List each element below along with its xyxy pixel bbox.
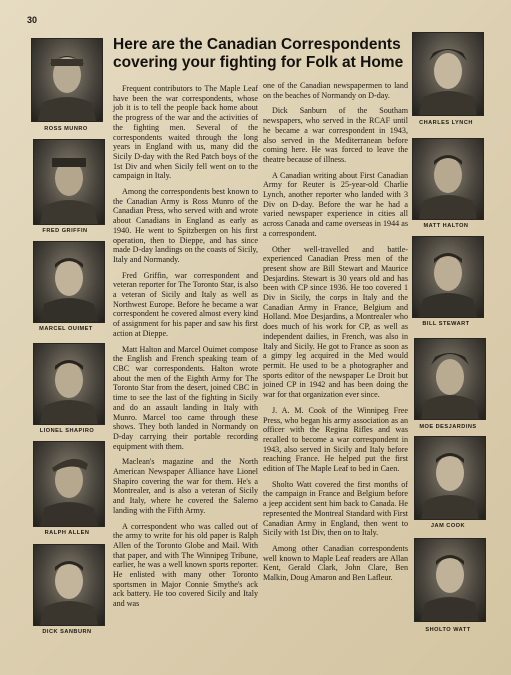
portrait-matt-halton	[412, 138, 484, 220]
caption-moe-desjardins: MOE DESJARDINS	[419, 424, 477, 430]
caption-ross-munro: ROSS MUNRO	[44, 126, 88, 132]
portrait-ralph-allen	[33, 441, 105, 527]
paragraph: Among the correspondents best known to the Canadian Army is Ross Munro of the Canadian Press, who served with and wrote about Canadians in England as early as 1940. He went to Spitzbergen on his first operation, then to Dieppe, and has since made D-day landings on the coasts of Sicily, Italy and Normandy.	[113, 187, 258, 264]
caption-sholto-watt: SHOLTO WATT	[425, 627, 471, 633]
paragraph: Maclean's magazine and the North American Newspaper Alliance have Lionel Shapiro covering the war for them. He's a Montrealer, and is also a veteran of Sicily and Italy, where he covered the Salerno landing with the Fifth Army.	[113, 457, 258, 515]
portrait-dick-sanburn	[33, 544, 105, 626]
portrait-ross-munro	[31, 38, 103, 122]
caption-bill-stewart: BILL STEWART	[422, 321, 470, 327]
article-column-2	[263, 81, 408, 589]
article-column-1	[113, 84, 258, 615]
paragraph: Frequent contributors to The Maple Leaf have been the war correspondents, whose job it is to tell the people back home about the progress of the war and the activities of the fighting men. Several of the correspondents waited through the long years in England with us, many did the Sicily D-day with the Red Patch boys of the 1st Div and when Sicily fell went on to the campaign in Italy.	[113, 84, 258, 181]
caption-marcel-ouimet: MARCEL OUIMET	[39, 326, 93, 332]
paragraph: A correspondent who was called out of the army to write for his old paper is Ralph Allen of the Toronto Globe and Mail. With that paper, and with The Winnipeg Tribune, earlier, he was a well known sports reporter. He enlisted with many other Toronto sportsmen in Major Connie Smythe's ack ack battery. He too covered Sicily and Italy and was	[113, 521, 258, 609]
paragraph: Dick Sanburn of the Southam newspapers, who served in the RCAF until he became a war correspondent in 1943, also served in the Mediterranean before coming here. He was forced to leave the theatre because of illness.	[263, 106, 408, 164]
page-number: 30	[27, 15, 38, 25]
paragraph: Matt Halton and Marcel Ouimet compose the English and French speaking team of CBC war correspondents. Halton wrote about the men of the Eighth Army for The Toronto Star from the desert, joined CBC in time to see the last of the fighting in Sicily and do an assault landing in Italy with Munro. Marcel too came through these shows. They both landed in Normandy on D-day carrying their portable recording equipment with them.	[113, 344, 258, 451]
paragraph: J. A. M. Cook of the Winnipeg Free Press, who began his army association as an officer with the Regina Rifles and was recalled to become a war correspondent in 1943, also served in Sicily and Italy before reaching France. He helped put the first edition of The Maple Leaf to bed in Caen.	[263, 405, 408, 474]
page-title: Here are the Canadian Correspondents covering your fighting for Folk at Home	[113, 36, 404, 71]
paragraph: Fred Griffin, war correspondent and veteran reporter for The Toronto Star, is also a veteran of Sicily and Italy as well as Northwest Europe. Before he became a war correspondent he covered almost every kind of assignment for his paper and saw his first action at Dieppe.	[113, 270, 258, 338]
paragraph: A Canadian writing about First Canadian Army for Reuter is 25-year-old Charlie Lynch, another reporter who landed with 3 Div on D-day. Before the war he had a varied newspaper experience in cities all across Canada and came overseas in 1944 as a correspondent.	[263, 170, 408, 238]
caption-charles-lynch: CHARLES LYNCH	[419, 120, 473, 126]
portrait-bill-stewart	[412, 236, 484, 318]
caption-jam-cook: JAM COOK	[430, 523, 466, 529]
paragraph: Other well-travelled and battle-experienced Canadian Press men of the present show are Bill Stewart and Maurice Desjardins. Stewart is 30 years old and has been with CP since 1936. He too covered 1 Div in Sicily, the corps in Italy and the Canadian Army in France, Belgium and Holland. Moe Desjardins, a Montrealer who does much of his work for CP, as well as independent dailies, in French, was also in Italy and Sicily. He got to France as soon as a gimpy leg acquired in the Med would permit. He used to be a photographer and sports editor of the newspaper Le Droit but joined CP in 1942 and has been doing the war for that organization ever since.	[263, 244, 408, 400]
caption-dick-sanburn: DICK SANBURN	[42, 629, 92, 635]
paragraph: Sholto Watt covered the first months of the campaign in France and Belgium before a jeep accident sent him back to Canada. He represented the Montreal Standard with First Canadian Army in England, then went to Sicily with 1st Div, then on to Italy.	[263, 479, 408, 538]
paragraph: Among other Canadian correspondents well known to Maple Leaf readers are Allan Kent, Gerald Clark, John Clare, Ben Malkin, Doug Amaron and Ben Lafleur.	[263, 543, 408, 583]
portrait-fred-griffin	[33, 139, 105, 225]
portrait-lionel-shapiro	[33, 343, 105, 425]
caption-lionel-shapiro: LIONEL SHAPIRO	[39, 428, 95, 434]
portrait-marcel-ouimet	[33, 241, 105, 323]
paragraph: one of the Canadian newspapermen to land on the beaches of Normandy on D-day.	[263, 81, 408, 100]
portrait-moe-desjardins	[414, 338, 486, 420]
portrait-sholto-watt	[414, 538, 486, 622]
caption-matt-halton: MATT HALTON	[423, 223, 469, 229]
portrait-charles-lynch	[412, 32, 484, 116]
caption-fred-griffin: FRED GRIFFIN	[42, 228, 88, 234]
caption-ralph-allen: RALPH ALLEN	[44, 530, 90, 536]
portrait-jam-cook	[414, 436, 486, 520]
